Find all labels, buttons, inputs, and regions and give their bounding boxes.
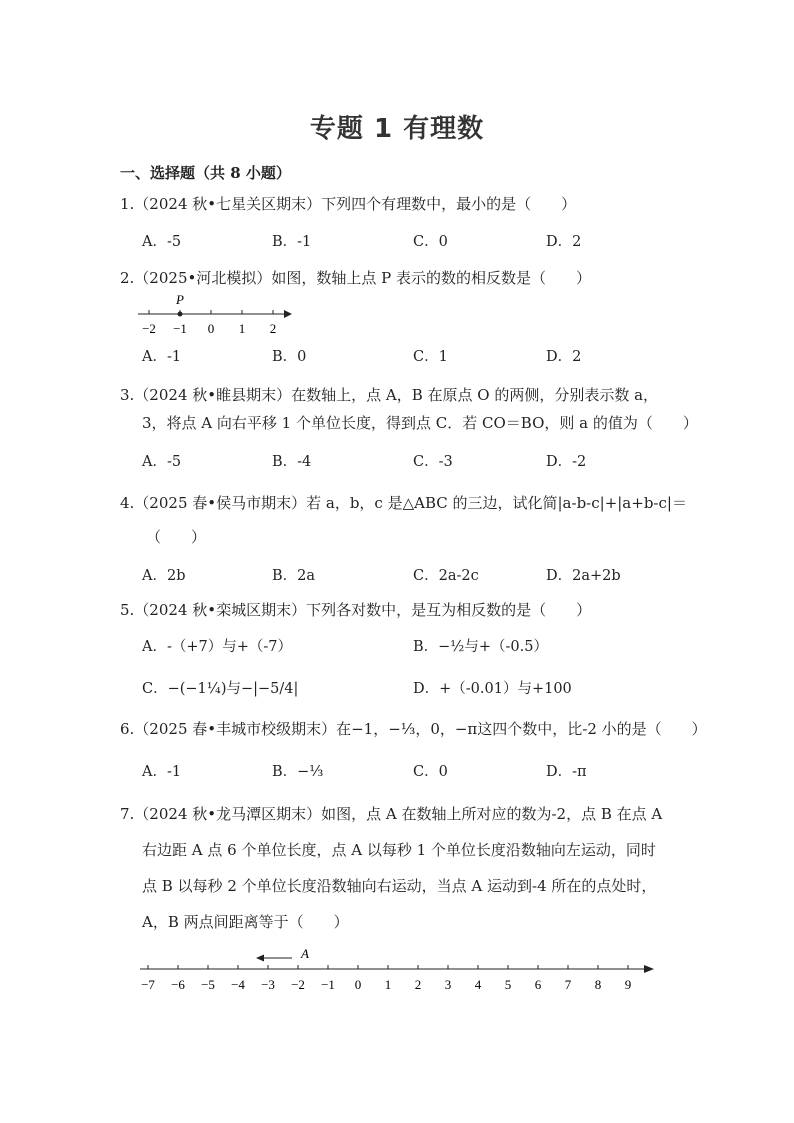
tick-label: 1 [238, 321, 246, 336]
tick-label: −6 [171, 977, 185, 992]
tick-label: 2 [414, 977, 422, 992]
q3-option-a[interactable]: A．-5 [142, 454, 182, 470]
tick-label: 7 [564, 977, 572, 992]
tick-label: −2 [142, 321, 156, 336]
q6-option-c[interactable]: C．0 [413, 764, 448, 780]
left-motion-arrowhead [256, 955, 264, 962]
q1-option-c[interactable]: C．0 [413, 234, 448, 250]
question-3-stem-line-2: 3，将点 A 向右平移 1 个单位长度，得到点 C．若 CO＝BO，则 a 的值为（ ） [142, 414, 698, 432]
q4-option-d[interactable]: D．2a+2b [546, 568, 621, 584]
tick-label: −7 [141, 977, 155, 992]
question-4-stem-line-2: （ ） [146, 528, 207, 546]
tick-label: 4 [474, 977, 482, 992]
question-5-stem: 5.（2024 秋•栾城区期末）下列各对数中，是互为相反数的是（ ） [120, 601, 592, 619]
tick-label: 5 [504, 977, 512, 992]
q3-option-b[interactable]: B．-4 [272, 454, 312, 470]
point-a-label: A [301, 946, 309, 961]
question-7-stem-line-4: A，B 两点间距离等于（ ） [142, 913, 349, 931]
q6-option-d[interactable]: D．-π [546, 764, 587, 780]
q2-option-d[interactable]: D．2 [546, 349, 582, 365]
question-6-stem: 6.（2025 春•丰城市校级期末）在−1，−⅓，0，−π这四个数中，比-2 小的是（ ） [120, 720, 707, 738]
q1-option-d[interactable]: D．2 [546, 234, 582, 250]
tick-label: −1 [173, 321, 187, 336]
q3-option-c[interactable]: C．-3 [413, 454, 453, 470]
q6-option-b[interactable]: B．−⅓ [272, 764, 324, 780]
q4-option-c[interactable]: C．2a-2c [413, 568, 479, 584]
q3-option-d[interactable]: D．-2 [546, 454, 587, 470]
question-4-stem-line-1: 4.（2025 春•侯马市期末）若 a，b，c 是△ABC 的三边，试化简|a-b-c|+|a+b-c|＝ [120, 494, 687, 512]
q5-option-a[interactable]: A．-（+7）与+（-7） [142, 639, 293, 655]
tick-label: −3 [261, 977, 275, 992]
q4-option-a[interactable]: A．2b [142, 568, 186, 584]
tick-label: 8 [594, 977, 602, 992]
page-title: 专题 1 有理数 [309, 114, 485, 144]
q2-option-a[interactable]: A．-1 [142, 349, 182, 365]
question-7-stem-line-3: 点 B 以每秒 2 个单位长度沿数轴向右运动，当点 A 运动到-4 所在的点处时， [142, 877, 657, 895]
q1-option-b[interactable]: B．-1 [272, 234, 312, 250]
q5-option-c[interactable]: C．−(−1¼)与−|−5/4| [142, 681, 299, 697]
q6-option-a[interactable]: A．-1 [142, 764, 182, 780]
tick-label: 3 [444, 977, 452, 992]
tick-label: −4 [231, 977, 245, 992]
section-heading: 一、选择题（共 8 小题） [120, 164, 291, 182]
tick-label: −5 [201, 977, 215, 992]
point-p-label: P [176, 292, 184, 307]
axis-arrow [284, 310, 292, 318]
tick-label: 2 [269, 321, 277, 336]
question-2-stem: 2.（2025•河北模拟）如图，数轴上点 P 表示的数的相反数是（ ） [120, 269, 591, 287]
q5-option-d[interactable]: D．+（-0.01）与+100 [413, 681, 572, 697]
tick-label: 1 [384, 977, 392, 992]
q5-option-b[interactable]: B．−½与+（-0.5） [413, 639, 548, 655]
question-1-stem: 1.（2024 秋•七星关区期末）下列四个有理数中，最小的是（ ） [120, 195, 577, 213]
number-line-figure-q2 [134, 290, 294, 340]
question-3-stem-line-1: 3.（2024 秋•睢县期末）在数轴上，点 A，B 在原点 O 的两侧，分别表示数 a， [120, 386, 659, 404]
q2-option-b[interactable]: B．0 [272, 349, 307, 365]
tick-label: 6 [534, 977, 542, 992]
q2-option-c[interactable]: C．1 [413, 349, 448, 365]
q1-option-a[interactable]: A．-5 [142, 234, 182, 250]
tick-label: −2 [291, 977, 305, 992]
axis-arrow [644, 965, 654, 973]
q4-option-b[interactable]: B．2a [272, 568, 316, 584]
question-7-stem-line-1: 7.（2024 秋•龙马潭区期末）如图，点 A 在数轴上所对应的数为-2，点 B 在点 A [120, 805, 663, 823]
tick-label: 0 [354, 977, 362, 992]
point-p-dot [178, 312, 183, 317]
tick-label: 0 [207, 321, 215, 336]
number-line-figure-q7 [134, 940, 664, 1000]
question-7-stem-line-2: 右边距 A 点 6 个单位长度，点 A 以每秒 1 个单位长度沿数轴向左运动，同时 [142, 841, 656, 859]
tick-label: 9 [624, 977, 632, 992]
tick-label: −1 [321, 977, 335, 992]
